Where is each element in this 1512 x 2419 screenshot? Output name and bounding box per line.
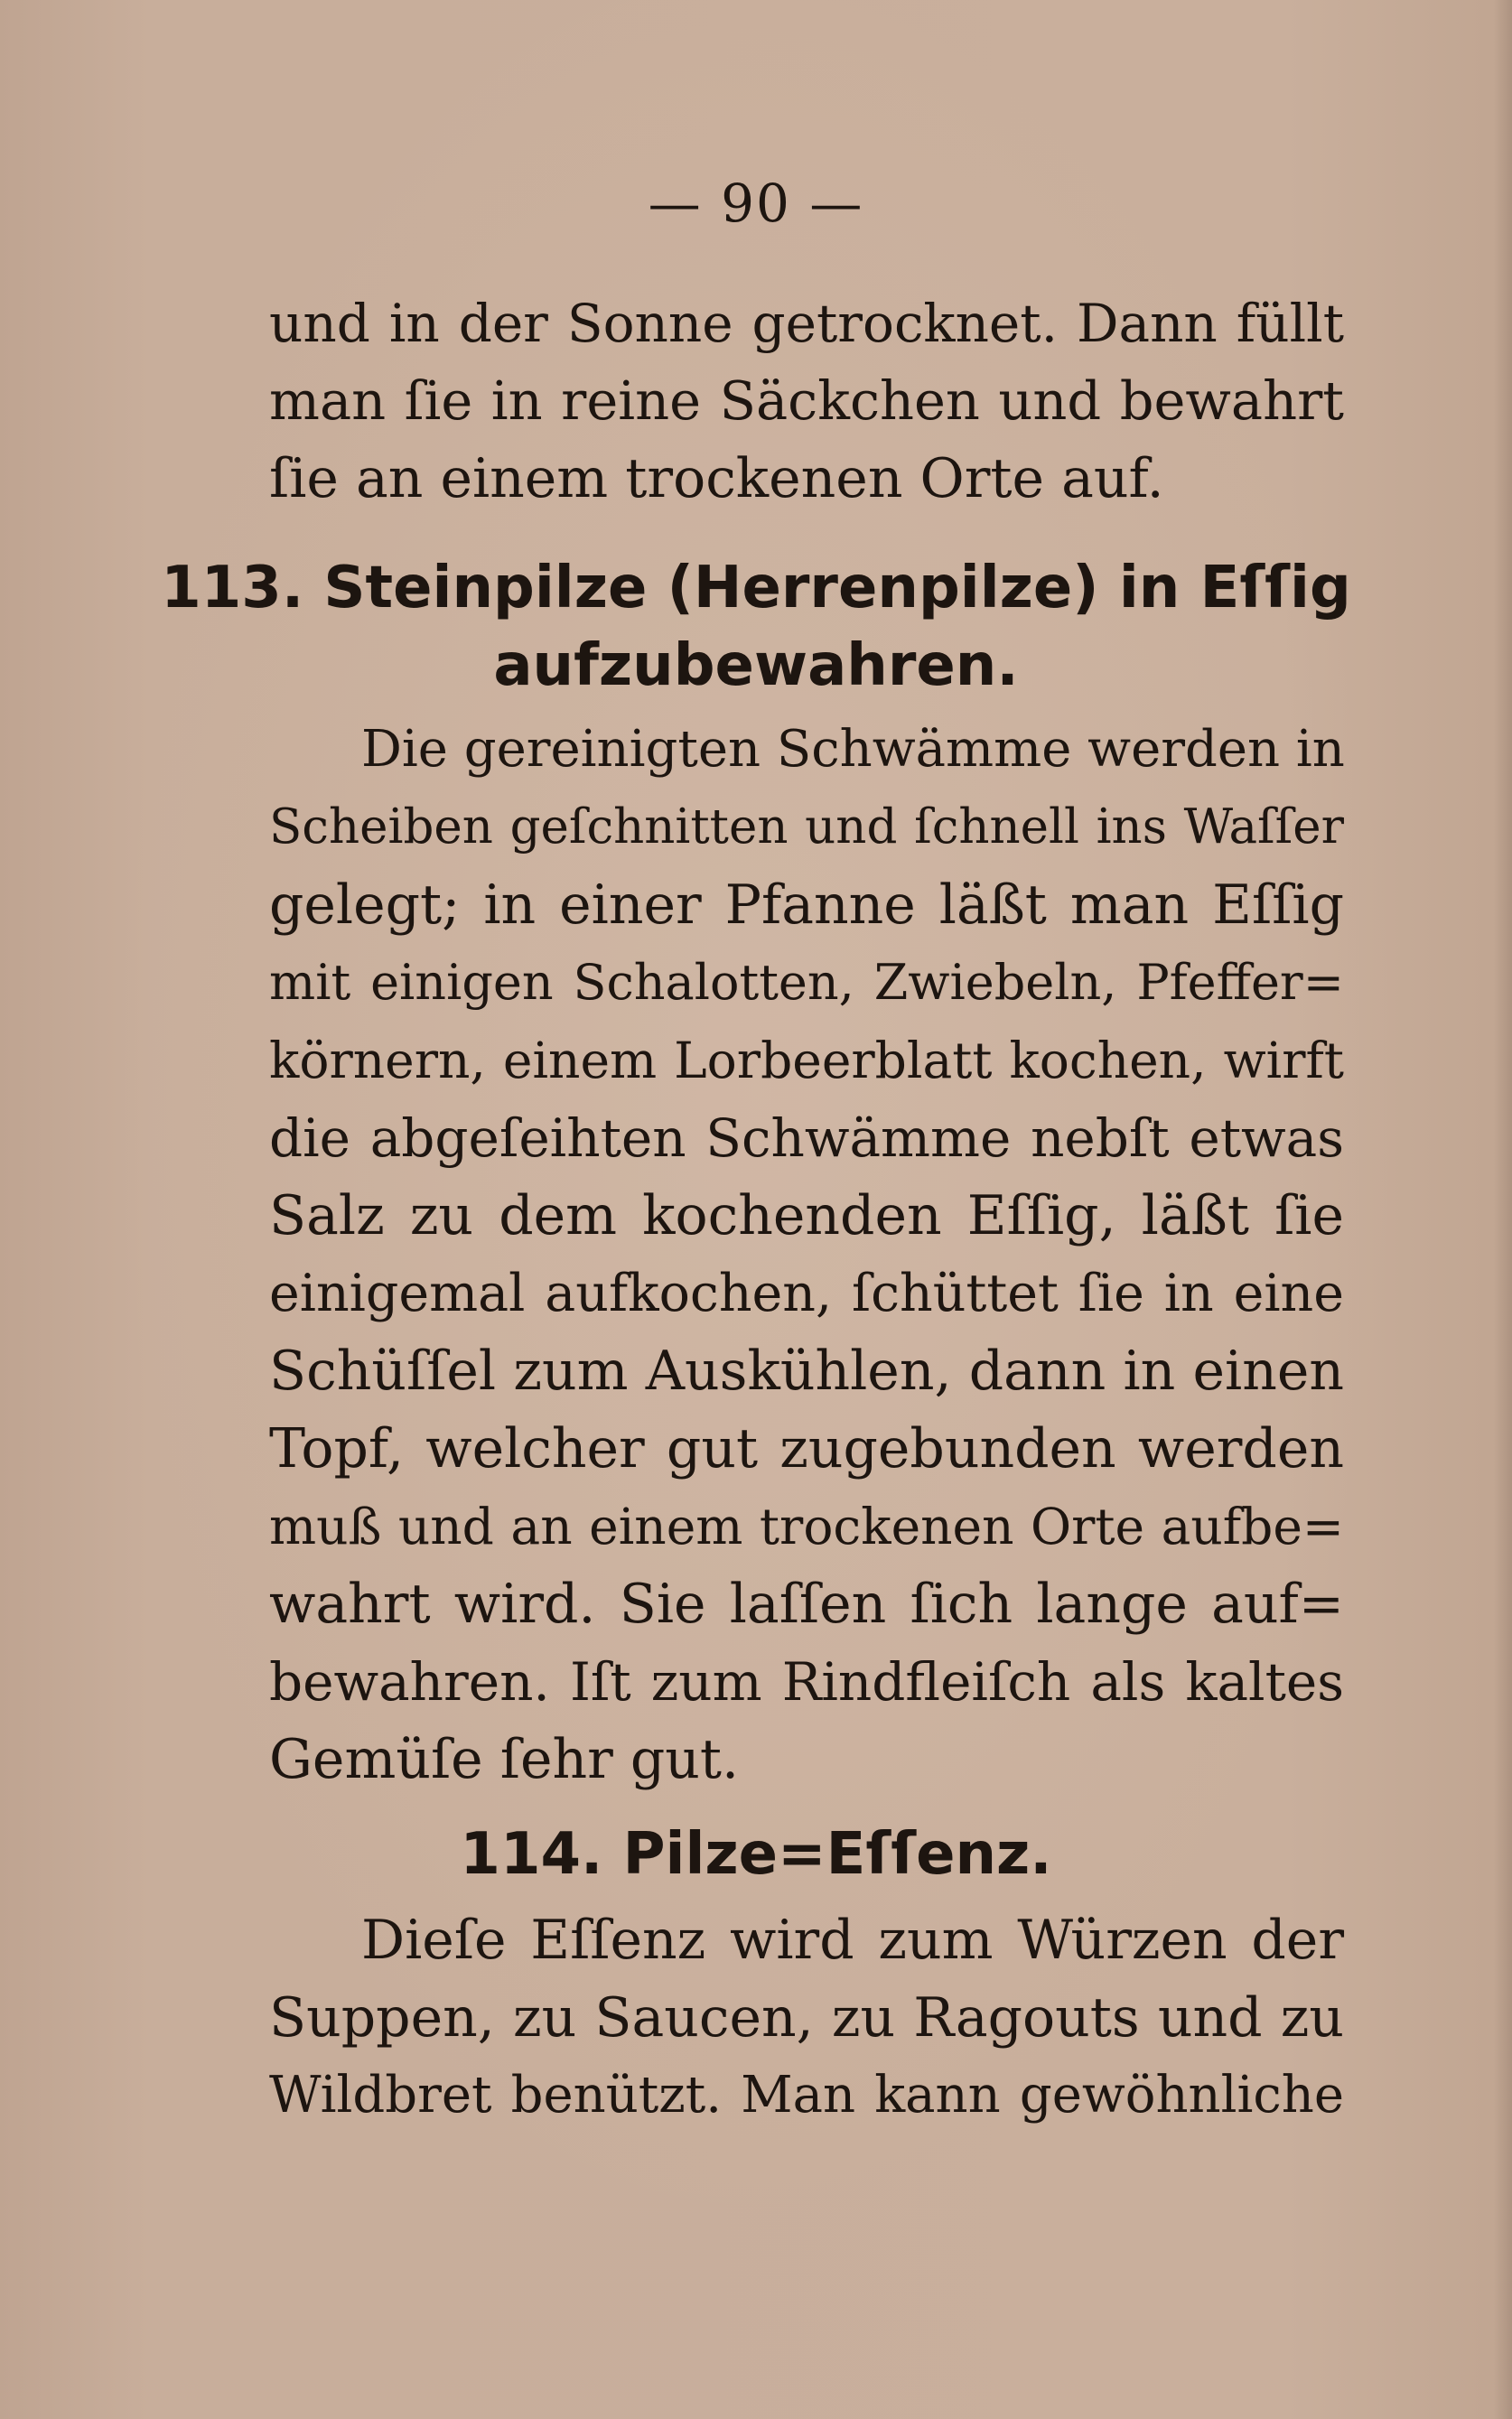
section-113-line-1: Die gereinigten Schwämme werden in [361, 720, 1345, 779]
section-114-line-2: Suppen, zu Saucen, zu Ragouts und zu [269, 1986, 1344, 2050]
section-114-line-3: Wildbret benützt. Man kann gewöhnliche [269, 2066, 1344, 2125]
section-113-line-10: Topf, welcher gut zugebunden werden [269, 1417, 1344, 1480]
section-113-line-14: Gemüſe ſehr gut. [269, 1728, 740, 1791]
intro-line-1: und in der Sonne getrocknet. Dann füllt [269, 293, 1344, 354]
section-113-line-12: wahrt wird. Sie laſſen ſich lange auf= [269, 1573, 1344, 1636]
section-113-line-6: die abgeſeihten Schwämme nebſt etwas [269, 1107, 1344, 1169]
intro-line-3: ſie an einem trockenen Orte auf. [269, 447, 1164, 510]
section-113-line-5: körnern, einem Lorbeerblatt kochen, wirft [269, 1032, 1344, 1089]
section-113-line-2: Scheiben geſchnitten und ſchnell ins Waſſer [269, 799, 1344, 855]
section-113-line-4: mit einigen Schalotten, Zwiebeln, Pfeffer= [269, 954, 1344, 1011]
section-113-line-7: Salz zu dem kochenden Eſſig, läßt ſie [269, 1184, 1344, 1247]
section-113-line-8: einigemal aufkochen, ſchüttet ſie in eine [269, 1264, 1344, 1323]
section-113-line-9: Schüſſel zum Auskühlen, dann in einen [269, 1340, 1344, 1403]
section-114-title: 114. Pilze=Eſſenz. [460, 1821, 1052, 1888]
section-114-line-1: Dieſe Eſſenz wird zum Würzen der [361, 1909, 1344, 1972]
section-113-line-11: muß und an einem trockenen Orte aufbe= [269, 1498, 1344, 1555]
section-113-line-13: bewahren. Iſt zum Rindfleiſch als kaltes [269, 1651, 1344, 1713]
section-113-line-3: gelegt; in einer Pfanne läßt man Eſſig [269, 873, 1344, 937]
page-edge-shadow [1494, 0, 1512, 2419]
section-113-title-cont: aufzubewahren. [493, 632, 1019, 699]
section-113-title: 113. Steinpilze (Herrenpilze) in Eſſig [161, 555, 1351, 621]
intro-line-2: man ſie in reine Säckchen und bewahrt [269, 369, 1344, 432]
page-number: — 90 — [648, 173, 864, 234]
